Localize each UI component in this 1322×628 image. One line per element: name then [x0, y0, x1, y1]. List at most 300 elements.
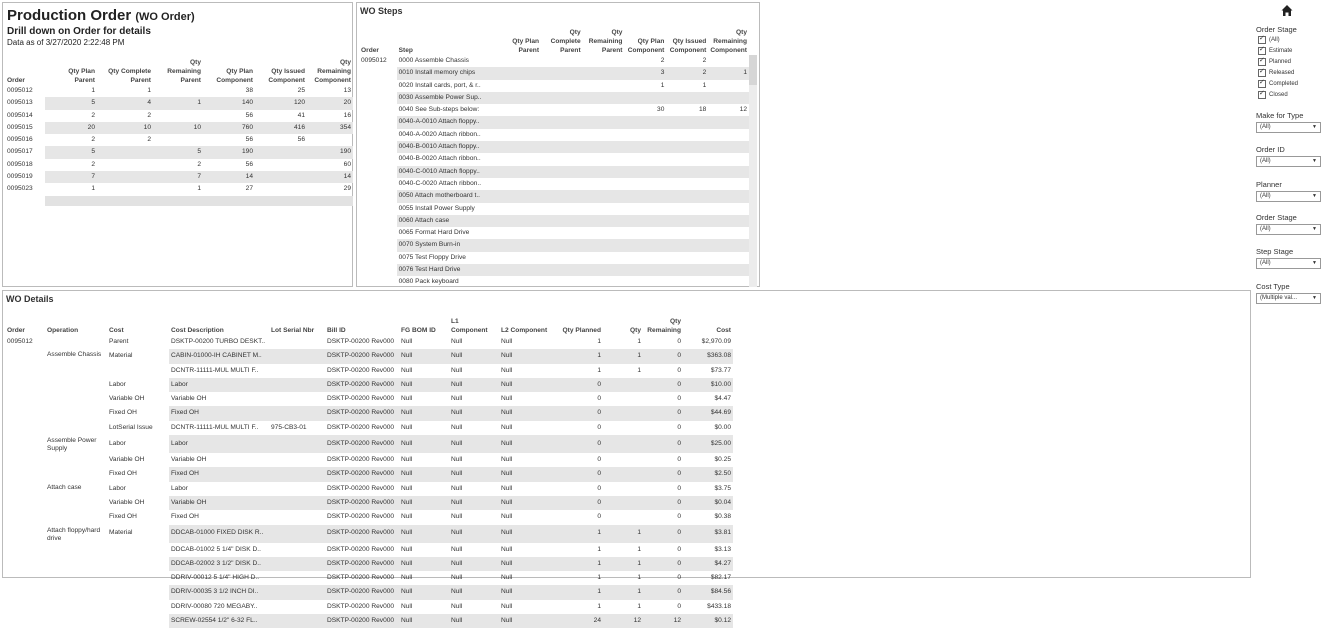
table-row[interactable] [5, 571, 733, 585]
table-row[interactable] [359, 141, 749, 153]
order-stage-checkbox[interactable] [1258, 69, 1294, 77]
table-cell [583, 227, 625, 239]
table-row[interactable] [5, 364, 733, 378]
table-row[interactable] [5, 97, 353, 109]
order-id-cell[interactable] [5, 571, 45, 585]
order-id-cell[interactable]: 0095016 [7, 136, 33, 144]
table-cell: 5 [45, 97, 97, 109]
table-cell: 1 [603, 525, 643, 543]
table-cell [603, 406, 643, 420]
table-cell: 2 [666, 67, 708, 79]
wo-details-table [5, 313, 733, 628]
table-row[interactable] [359, 227, 749, 239]
chevron-down-icon[interactable]: ▼ [1312, 124, 1317, 130]
table-cell [708, 166, 749, 178]
table-cell [500, 215, 541, 227]
dropdown-value: (Multiple val... [1260, 295, 1298, 301]
table-row[interactable] [5, 543, 733, 557]
table-cell: DDRIV-00080 720 MEGABY.. [171, 602, 258, 610]
table-row[interactable] [359, 178, 749, 190]
table-row[interactable] [5, 585, 733, 599]
table-cell: Null [449, 349, 499, 363]
table-cell: 12 [739, 106, 747, 114]
production-order-panel [2, 2, 353, 287]
table-row[interactable] [5, 134, 353, 146]
table-cell: Null [399, 435, 449, 453]
table-cell [666, 264, 708, 276]
table-cell: Labor [109, 439, 126, 447]
table-cell: 354 [307, 122, 353, 134]
table-cell [666, 129, 708, 141]
table-row[interactable] [359, 203, 749, 215]
table-row[interactable] [359, 276, 749, 288]
table-cell [255, 159, 307, 171]
table-cell: 1 [702, 81, 707, 89]
table-cell [500, 178, 541, 190]
order-id-cell[interactable] [359, 227, 397, 239]
table-row[interactable] [5, 557, 733, 571]
table-row[interactable] [359, 104, 749, 116]
step-cell[interactable]: 0000 Assemble Chassis [398, 57, 469, 64]
checkbox-icon[interactable] [1258, 91, 1266, 99]
step-cell[interactable]: 0030 Assemble Power Sup.. [397, 92, 500, 104]
chevron-down-icon[interactable]: ▼ [1312, 295, 1317, 301]
column-header[interactable]: Qty Remaining [647, 318, 681, 334]
table-cell: Null [501, 602, 513, 610]
table-row[interactable] [5, 435, 733, 453]
scroll-thumb[interactable] [749, 55, 757, 85]
table-cell: 975-CB3-01 [271, 423, 307, 431]
table-cell [583, 178, 625, 190]
table-cell: 18 [698, 106, 707, 114]
table-cell [255, 183, 307, 195]
table-cell: 30 [657, 106, 665, 114]
column-header[interactable]: Order [361, 47, 379, 54]
table-cell [708, 239, 749, 251]
table-cell: $73.77 [710, 366, 731, 374]
table-cell [500, 141, 541, 153]
table-cell: 1 [551, 557, 603, 571]
filter-label: Order Stage [1256, 213, 1297, 222]
table-cell: Variable OH [169, 496, 269, 510]
order-stage-checkbox[interactable] [1258, 47, 1292, 55]
order-id-cell[interactable] [5, 482, 45, 496]
table-cell [624, 264, 666, 276]
table-row[interactable] [5, 467, 733, 481]
table-cell: Labor [171, 484, 188, 492]
step-cell[interactable]: 0040-B-0020 Attach ribbon.. [398, 155, 481, 163]
column-header[interactable]: Qty Remaining Parent [167, 59, 201, 84]
step-cell[interactable]: 0040-B-0010 Attach floppy.. [397, 141, 500, 153]
table-cell: Variable OH [109, 456, 145, 464]
order-id-cell[interactable] [5, 585, 45, 599]
order-id-cell[interactable]: 0095019 [5, 171, 45, 183]
order-id-cell[interactable]: 0095018 [7, 160, 33, 168]
step-cell[interactable]: 0040-A-0020 Attach ribbon.. [398, 130, 481, 138]
table-cell: 0 [677, 513, 681, 521]
table-row[interactable] [359, 80, 749, 92]
column-header[interactable]: Qty Issued Component [669, 38, 707, 54]
table-cell: 2 [91, 136, 95, 144]
table-cell: Null [401, 574, 413, 582]
table-cell: 0 [643, 525, 683, 543]
order-id-cell[interactable] [5, 525, 45, 543]
table-cell [541, 129, 583, 141]
table-cell [541, 80, 583, 92]
column-header[interactable]: Cost Description [171, 327, 224, 334]
order-id-cell[interactable] [5, 557, 45, 571]
table-cell: Null [451, 574, 463, 582]
operation-cell [45, 543, 107, 557]
table-cell: Labor [169, 435, 269, 453]
table-cell [603, 467, 643, 481]
table-cell: 2 [147, 111, 151, 119]
order-id-cell[interactable] [359, 104, 397, 116]
table-cell: $84.56 [683, 585, 733, 599]
column-header[interactable]: Qty Plan Component [216, 68, 253, 84]
order-id-cell[interactable] [5, 543, 45, 557]
table-cell: 1 [153, 97, 203, 109]
order-id-cell[interactable] [5, 600, 45, 614]
order-id-cell[interactable] [359, 92, 397, 104]
column-header[interactable]: Operation [47, 327, 79, 334]
order-id-cell[interactable] [359, 239, 397, 251]
operation-cell [45, 364, 107, 378]
table-row[interactable] [5, 110, 353, 122]
table-cell [708, 141, 749, 153]
table-row[interactable] [359, 67, 749, 79]
order-id-cell[interactable] [359, 276, 397, 288]
table-cell: DSKTP-00200 Rev000 [327, 395, 395, 403]
page-title: Production Order (WO Order) [7, 7, 195, 24]
data-as-of: Data as of 3/27/2020 2:22:48 PM [7, 38, 125, 47]
table-cell [500, 129, 541, 141]
table-row[interactable] [5, 122, 353, 134]
filter-label: Cost Type [1256, 282, 1290, 291]
step-cell[interactable]: 0040-A-0010 Attach floppy.. [397, 116, 500, 128]
column-header[interactable]: Qty Plan Parent [68, 68, 95, 84]
column-header[interactable]: L1 Component [451, 318, 488, 334]
table-cell: Null [449, 378, 499, 392]
table-cell: DSKTP-00200 Rev000 [325, 378, 399, 392]
table-row[interactable] [359, 264, 749, 276]
table-row[interactable] [5, 525, 733, 543]
table-cell: 1 [551, 585, 603, 599]
table-cell: Null [499, 349, 551, 363]
order-stage-checkbox[interactable] [1258, 91, 1288, 99]
table-cell: 56 [245, 160, 253, 168]
chevron-down-icon[interactable]: ▼ [1312, 158, 1317, 164]
table-row[interactable] [359, 116, 749, 128]
order-id-cell[interactable] [359, 166, 397, 178]
table-row[interactable] [5, 421, 733, 435]
table-cell: 20 [45, 122, 97, 134]
order-id-cell[interactable] [359, 116, 397, 128]
order-id-cell[interactable]: 0095013 [5, 97, 45, 109]
table-row[interactable] [5, 378, 733, 392]
table-cell [107, 543, 169, 557]
table-cell: Null [449, 467, 499, 481]
order-id-cell[interactable] [5, 467, 45, 481]
table-cell: DCNTR-11111-MUL MULTI F.. [171, 423, 259, 431]
table-cell [603, 392, 643, 406]
table-row[interactable] [359, 215, 749, 227]
table-cell [255, 171, 307, 183]
drill-down-hint: Drill down on Order for details [7, 26, 151, 37]
table-row[interactable] [359, 190, 749, 202]
table-cell: Null [449, 585, 499, 599]
table-cell: 25 [297, 87, 305, 94]
filter-dropdown[interactable] [1256, 293, 1321, 304]
table-cell: 10 [153, 122, 203, 134]
filter-dropdown[interactable] [1256, 156, 1321, 167]
table-cell [666, 141, 708, 153]
table-cell: Null [401, 602, 413, 610]
column-header[interactable]: Order [7, 327, 25, 334]
table-cell: $2,970.09 [701, 338, 731, 345]
table-cell: Null [499, 496, 551, 510]
column-header[interactable]: Qty Remaining Parent [588, 29, 623, 54]
table-cell: 1 [551, 525, 603, 543]
table-cell [541, 227, 583, 239]
order-id-cell[interactable] [5, 349, 45, 363]
table-row[interactable] [5, 392, 733, 406]
order-id-cell[interactable] [359, 215, 397, 227]
order-id-cell[interactable] [359, 153, 397, 165]
step-cell[interactable]: 0076 Test Hard Drive [397, 264, 500, 276]
table-cell: Null [401, 456, 413, 464]
filter-dropdown[interactable] [1256, 122, 1321, 133]
column-header[interactable]: Order [7, 77, 25, 84]
step-cell[interactable]: 0070 System Burn-in [397, 239, 500, 251]
table-row[interactable] [5, 614, 733, 628]
order-id-cell[interactable] [5, 435, 45, 453]
table-row[interactable] [5, 453, 733, 467]
order-id-cell[interactable] [359, 190, 397, 202]
chevron-down-icon[interactable]: ▼ [1312, 260, 1317, 266]
order-id-cell[interactable] [5, 421, 45, 435]
checkbox-icon[interactable] [1258, 36, 1266, 44]
table-cell: 2 [147, 136, 151, 144]
chevron-down-icon[interactable]: ▼ [1312, 226, 1317, 232]
filter-dropdown[interactable] [1256, 224, 1321, 235]
table-cell [269, 600, 325, 614]
order-id-cell[interactable] [5, 406, 45, 420]
order-id-cell[interactable]: 0095012 [7, 87, 33, 94]
order-stage-checkbox[interactable] [1258, 58, 1291, 66]
column-header[interactable]: FG BOM ID [401, 327, 436, 334]
table-row[interactable] [5, 496, 733, 510]
table-row[interactable] [5, 406, 733, 420]
table-cell [500, 203, 541, 215]
table-cell: DSKTP-00200 TURBO DESKT.. [171, 338, 266, 345]
table-row[interactable] [359, 252, 749, 264]
order-id-cell[interactable]: 0095023 [7, 185, 33, 193]
table-row[interactable] [359, 129, 749, 141]
checkbox-icon[interactable] [1258, 80, 1266, 88]
table-cell: 24 [551, 614, 603, 628]
step-cell[interactable]: 0075 Test Floppy Drive [398, 253, 466, 261]
operation-cell: Attach case [47, 483, 82, 491]
column-header[interactable]: Qty Planned [562, 327, 601, 334]
column-header[interactable]: Bill ID [327, 327, 346, 334]
table-row[interactable] [5, 171, 353, 183]
table-cell: 0 [643, 349, 683, 363]
table-cell: 190 [307, 146, 353, 158]
order-id-cell[interactable] [5, 392, 45, 406]
vertical-scrollbar[interactable] [749, 55, 757, 287]
column-header[interactable]: L2 Component [501, 327, 548, 334]
table-cell: Null [399, 349, 449, 363]
table-cell: Null [401, 545, 413, 553]
table-cell: $0.25 [714, 456, 731, 464]
table-cell [624, 215, 666, 227]
table-cell [708, 252, 749, 264]
table-row[interactable] [5, 600, 733, 614]
table-cell: 2 [197, 160, 201, 168]
table-cell: Null [501, 456, 513, 464]
table-cell: DSKTP-00200 Rev000 [325, 614, 399, 628]
table-cell: Fixed OH [109, 409, 137, 417]
order-stage-checkbox[interactable] [1258, 80, 1298, 88]
table-cell [583, 116, 625, 128]
table-cell: $4.27 [683, 557, 733, 571]
table-cell [666, 178, 708, 190]
table-cell [708, 92, 749, 104]
step-cell[interactable]: 0020 Install cards, port, & r.. [398, 81, 481, 89]
table-cell: Fixed OH [109, 470, 137, 478]
order-id-cell[interactable] [359, 203, 397, 215]
table-row[interactable] [359, 55, 749, 67]
column-header[interactable]: Qty Complete Parent [550, 29, 581, 54]
order-id-cell[interactable] [5, 453, 45, 467]
step-cell[interactable]: 0040-C-0010 Attach floppy.. [397, 166, 500, 178]
table-row[interactable] [5, 482, 733, 496]
table-cell: Null [501, 545, 513, 553]
table-row[interactable] [5, 335, 733, 349]
table-cell [583, 166, 625, 178]
table-cell [269, 378, 325, 392]
table-cell: DSKTP-00200 Rev000 [327, 366, 395, 374]
checkbox-icon[interactable] [1258, 69, 1266, 77]
horizontal-scrollbar[interactable] [45, 196, 353, 206]
table-row[interactable] [5, 85, 353, 97]
step-cell[interactable]: 0040-C-0020 Attach ribbon.. [398, 179, 482, 187]
operation-cell: Attach floppy/hard drive [47, 526, 101, 542]
order-id-cell[interactable] [359, 141, 397, 153]
step-cell[interactable]: 0040 See Sub-steps below: [398, 106, 480, 114]
order-stage-checkbox[interactable] [1258, 36, 1280, 44]
table-cell: DSKTP-00200 Rev000 [325, 349, 399, 363]
column-header[interactable]: Cost [716, 327, 731, 334]
filter-dropdown[interactable] [1256, 191, 1321, 202]
table-cell [541, 239, 583, 251]
operation-cell [45, 510, 107, 524]
table-row[interactable] [359, 166, 749, 178]
table-row[interactable] [359, 92, 749, 104]
order-id-cell[interactable]: 0095017 [5, 146, 45, 158]
column-header[interactable]: Qty Plan Component [627, 38, 665, 54]
table-row[interactable] [5, 159, 353, 171]
column-header[interactable]: Qty Plan Parent [512, 38, 540, 54]
table-cell: 0 [677, 484, 681, 492]
table-cell: Null [449, 435, 499, 453]
order-id-cell[interactable] [359, 178, 397, 190]
column-header[interactable]: Qty Complete Parent [108, 68, 151, 84]
chevron-down-icon[interactable]: ▼ [1312, 193, 1317, 199]
column-header[interactable]: Lot Serial Nbr [271, 327, 315, 334]
table-cell: 1 [603, 585, 643, 599]
table-cell [603, 482, 643, 496]
table-cell: 0 [551, 378, 603, 392]
table-cell: 4 [97, 97, 153, 109]
table-cell: 190 [203, 146, 255, 158]
table-cell: DSKTP-00200 Rev000 [327, 456, 395, 464]
table-cell: Null [451, 545, 463, 553]
step-cell[interactable]: 0055 Install Power Supply [398, 204, 475, 212]
table-cell [624, 252, 666, 264]
table-cell: Null [401, 513, 413, 521]
table-row[interactable] [5, 510, 733, 524]
order-id-cell[interactable]: 0095015 [5, 122, 45, 134]
order-id-cell[interactable] [5, 496, 45, 510]
table-cell [269, 585, 325, 599]
column-header[interactable]: Qty [630, 327, 641, 334]
table-row[interactable] [359, 153, 749, 165]
order-id-cell[interactable]: 0095012 [361, 57, 387, 64]
order-id-cell[interactable] [5, 614, 45, 628]
order-id-cell[interactable] [359, 80, 397, 92]
column-header[interactable]: Cost [109, 327, 124, 334]
order-id-cell[interactable] [359, 252, 397, 264]
step-cell[interactable]: 0010 Install memory chips [397, 67, 500, 79]
table-cell [269, 349, 325, 363]
order-id-cell[interactable] [5, 510, 45, 524]
order-id-cell[interactable] [359, 264, 397, 276]
column-header[interactable]: Qty Issued Component [268, 68, 305, 84]
table-row[interactable] [5, 146, 353, 158]
step-cell[interactable]: 0080 Pack keyboard [398, 278, 459, 286]
table-row[interactable] [5, 349, 733, 363]
table-cell [97, 159, 153, 171]
step-cell[interactable]: 0060 Attach case [397, 215, 500, 227]
table-cell: 0 [677, 456, 681, 464]
order-id-cell[interactable]: 0095012 [7, 338, 33, 345]
table-row[interactable] [5, 183, 353, 195]
table-cell [97, 183, 153, 195]
order-id-cell[interactable] [5, 378, 45, 392]
order-id-cell[interactable] [359, 129, 397, 141]
column-header[interactable]: Qty Remaining Component [314, 59, 351, 84]
filter-dropdown[interactable] [1256, 258, 1321, 269]
order-id-cell[interactable] [359, 67, 397, 79]
table-cell: Null [449, 496, 499, 510]
column-header[interactable]: Qty Remaining Component [710, 29, 747, 54]
table-cell: 0 [551, 496, 603, 510]
table-cell: Null [451, 395, 463, 403]
table-cell [624, 239, 666, 251]
column-header[interactable]: Step [398, 47, 413, 54]
order-id-cell[interactable]: 0095014 [7, 111, 33, 119]
step-cell[interactable]: 0050 Attach motherboard t.. [397, 190, 500, 202]
checkbox-icon[interactable] [1258, 58, 1266, 66]
table-row[interactable] [359, 239, 749, 251]
order-id-cell[interactable] [5, 364, 45, 378]
step-cell[interactable]: 0065 Format Hard Drive [398, 229, 470, 237]
home-icon[interactable] [1281, 4, 1293, 18]
checkbox-icon[interactable] [1258, 47, 1266, 55]
operation-cell [45, 406, 107, 420]
